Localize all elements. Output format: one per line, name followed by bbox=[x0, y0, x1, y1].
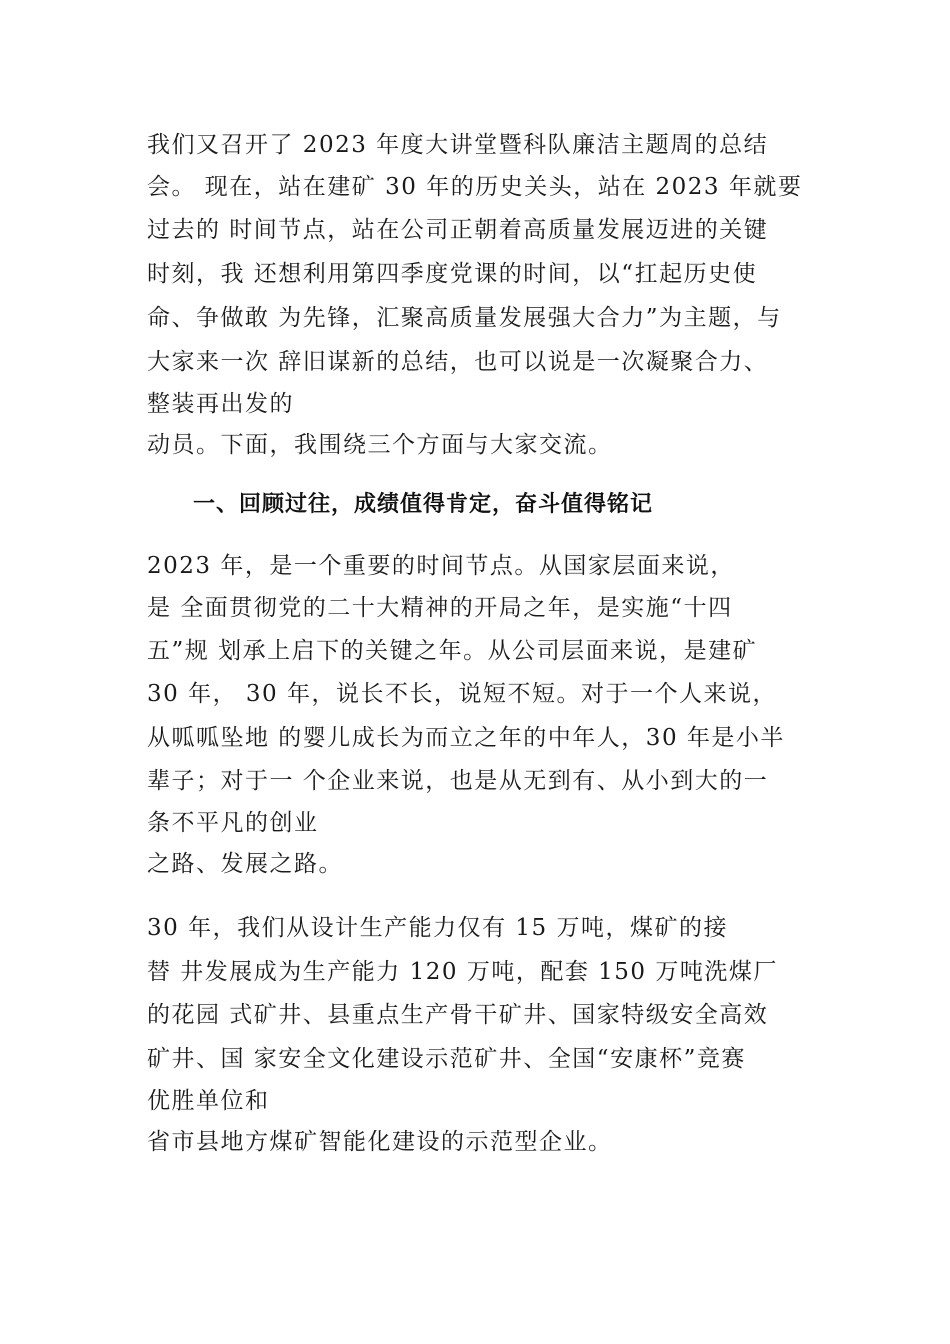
intro-line-8: 动员。下面，我围绕三个方面与大家交流。 bbox=[147, 432, 613, 458]
paragraph-2-line-6: 省市县地方煤矿智能化建设的示范型企业。 bbox=[147, 1129, 613, 1155]
intro-line-6: 大家来一次 辞旧谋新的总结，也可以说是一次凝聚合力、 bbox=[147, 349, 769, 375]
paragraph-1-line-1: 2023 年，是一个重要的时间节点。从国家层面来说， bbox=[147, 553, 735, 579]
intro-line-3: 过去的 时间节点，站在公司正朝着高质量发展迈进的关键 bbox=[147, 217, 769, 243]
intro-line-7: 整装再出发的 bbox=[147, 391, 294, 417]
intro-line-5: 命、争做敢 为先锋，汇聚高质量发展强大合力”为主题，与 bbox=[147, 305, 782, 331]
paragraph-1-line-3: 五”规 划承上启下的关键之年。从公司层面来说，是建矿 bbox=[147, 638, 758, 664]
section-heading-1: 一、回顾过往，成绩值得肯定，奋斗值得铭记 bbox=[193, 492, 654, 517]
paragraph-2-line-2: 替 井发展成为生产能力 120 万吨，配套 150 万吨洗煤厂 bbox=[147, 959, 778, 985]
paragraph-1-line-6: 辈子；对于一 个企业来说，也是从无到有、从小到大的一 bbox=[147, 768, 769, 794]
paragraph-1-line-5: 从呱呱坠地 的婴儿成长为而立之年的中年人，30 年是小半 bbox=[147, 725, 785, 751]
paragraph-1-line-7: 条不平凡的创业 bbox=[147, 810, 319, 836]
paragraph-2-line-4: 矿井、国 家安全文化建设示范矿井、全国“安康杯”竞赛 bbox=[147, 1046, 746, 1072]
paragraph-1-line-2: 是 全面贯彻党的二十大精神的开局之年，是实施“十四 bbox=[147, 595, 733, 621]
paragraph-1-line-4: 30 年， 30 年，说长不长，说短不短。对于一个人来说， bbox=[147, 681, 777, 707]
paragraph-2-line-3: 的花园 式矿井、县重点生产骨干矿井、国家特级安全高效 bbox=[147, 1002, 769, 1028]
intro-line-2: 会。 现在，站在建矿 30 年的历史关头，站在 2023 年就要 bbox=[147, 174, 803, 200]
intro-line-4: 时刻，我 还想利用第四季度党课的时间，以“扛起历史使 bbox=[147, 261, 758, 287]
paragraph-2-line-5: 优胜单位和 bbox=[147, 1088, 270, 1114]
paragraph-2-line-1: 30 年，我们从设计生产能力仅有 15 万吨，煤矿的接 bbox=[147, 915, 728, 941]
intro-line-1: 我们又召开了 2023 年度大讲堂暨科队廉洁主题周的总结 bbox=[147, 132, 769, 158]
paragraph-1-line-8: 之路、发展之路。 bbox=[147, 851, 343, 877]
